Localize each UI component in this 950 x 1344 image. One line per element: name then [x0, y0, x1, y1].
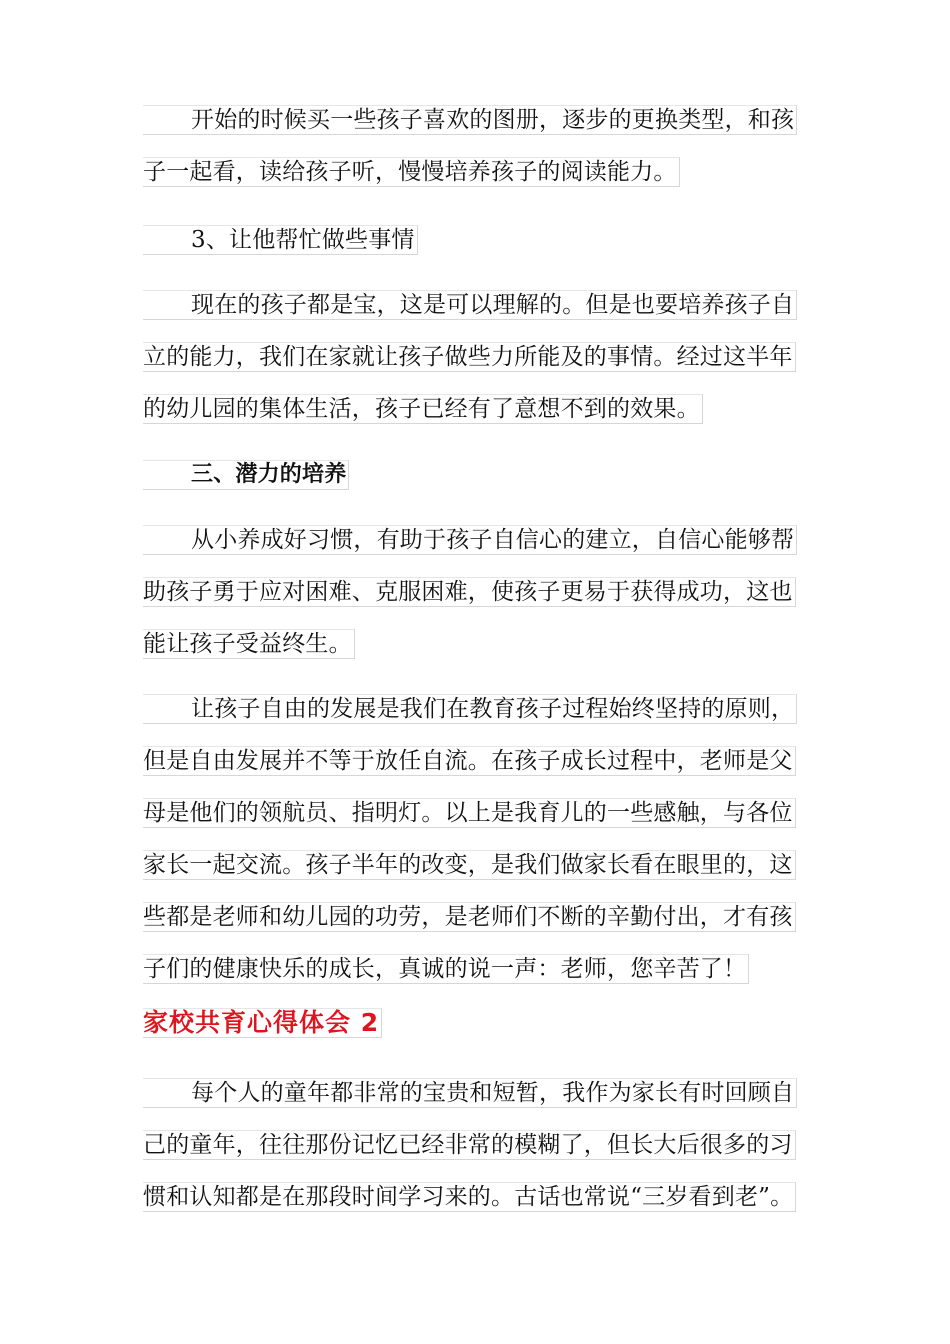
line-text: 子一起看，读给孩子听，慢慢培养孩子的阅读能力。: [143, 157, 680, 187]
paragraph-childhood: [143, 1078, 797, 1234]
paragraph-line: [143, 225, 418, 255]
line-text: 己的童年，往往那份记忆已经非常的模糊了，但长大后很多的习: [143, 1130, 796, 1160]
line-text: 子们的健康快乐的成长，真诚的说一声：老师，您辛苦了！: [143, 954, 749, 984]
line-text: 但是自由发展并不等于放任自流。在孩子成长过程中，老师是父: [143, 746, 796, 776]
paragraph-line: [143, 290, 797, 320]
line-text: 些都是老师和幼儿园的功劳，是老师们不断的辛勤付出，才有孩: [143, 902, 796, 932]
line-text: 每个人的童年都非常的宝贵和短暂，我作为家长有时回顾自: [143, 1078, 797, 1108]
line-text: 助孩子勇于应对困难、克服困难，使孩子更易于获得成功，这也: [143, 577, 796, 607]
heading-text: 三、潜力的培养: [143, 460, 349, 490]
line-text: 母是他们的领航员、指明灯。以上是我育儿的一些感触，与各位: [143, 798, 796, 828]
paragraph-line: [143, 1130, 797, 1160]
line-text: 3、让他帮忙做些事情: [143, 225, 418, 255]
document-title-2: [143, 1008, 382, 1060]
paragraph-line: [143, 157, 797, 187]
paragraph-line: [143, 746, 797, 776]
paragraph-line: [143, 105, 797, 135]
paragraph-line: [143, 798, 797, 828]
line-text: 现在的孩子都是宝，这是可以理解的。但是也要培养孩子自: [143, 290, 797, 320]
paragraph-line: [143, 394, 797, 424]
paragraph-habits: [143, 525, 797, 681]
paragraph-independence: [143, 290, 797, 446]
subheading-help-chores: [143, 225, 418, 277]
line-text: 的幼儿园的集体生活，孩子已经有了意想不到的效果。: [143, 394, 703, 424]
line-text: 家长一起交流。孩子半年的改变，是我们做家长看在眼里的，这: [143, 850, 796, 880]
line-text: 从小养成好习惯，有助于孩子自信心的建立，自信心能够帮: [143, 525, 797, 555]
line-text: 立的能力，我们在家就让孩子做些力所能及的事情。经过这半年: [143, 342, 796, 372]
paragraph-line: [143, 1078, 797, 1108]
section-heading: [143, 459, 349, 489]
paragraph-reading: [143, 105, 797, 209]
line-text: 开始的时候买一些孩子喜欢的图册，逐步的更换类型，和孩: [143, 105, 797, 135]
paragraph-line: [143, 954, 797, 984]
paragraph-line: [143, 525, 797, 555]
paragraph-line: [143, 577, 797, 607]
paragraph-line: [143, 902, 797, 932]
section-title: [143, 1008, 382, 1038]
paragraph-line: [143, 850, 797, 880]
paragraph-line: [143, 629, 797, 659]
paragraph-free-development: [143, 694, 797, 1006]
paragraph-line: [143, 694, 797, 724]
paragraph-line: [143, 1182, 797, 1212]
line-text: 能让孩子受益终生。: [143, 629, 355, 659]
line-text: 惯和认知都是在那段时间学习来的。古话也常说“三岁看到老”。: [143, 1182, 796, 1212]
paragraph-line: [143, 342, 797, 372]
line-text: 让孩子自由的发展是我们在教育孩子过程始终坚持的原则，: [143, 694, 797, 724]
title-text: 家校共育心得体会 2: [143, 1008, 382, 1038]
section-heading-potential: [143, 459, 349, 511]
